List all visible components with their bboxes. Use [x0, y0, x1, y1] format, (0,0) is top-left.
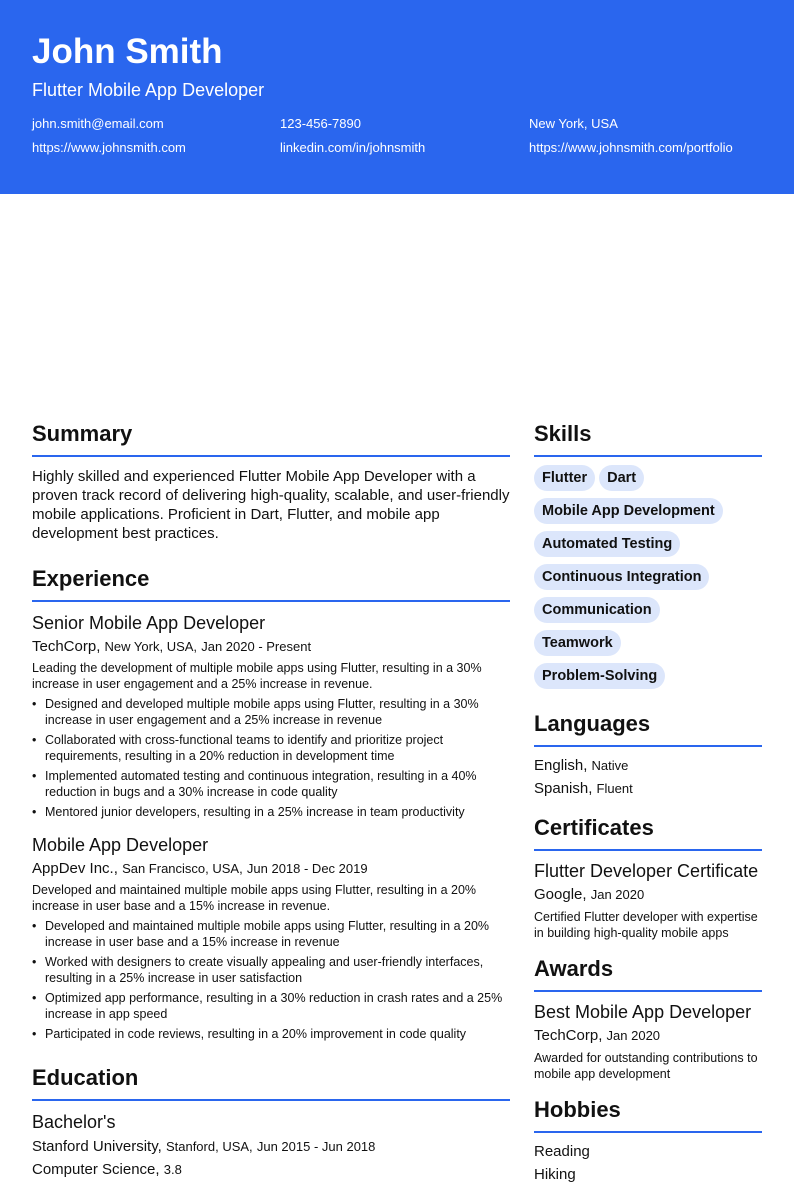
language-name: Spanish,: [534, 780, 593, 797]
job-entry: [32, 612, 510, 820]
skill-chip: Communication: [534, 597, 660, 623]
list-item: • Optimized app performance, resulting in a 30% reduction in crash rates and a 25% increase in app speed: [32, 990, 510, 1022]
phone-number: 123-456-7890: [280, 116, 361, 131]
degree-title: Bachelor's: [32, 1112, 116, 1132]
award-date: Jan 2020: [606, 1028, 661, 1043]
certificates-section: [534, 814, 762, 941]
certificate-title: Flutter Developer Certificate: [534, 861, 759, 881]
job-description: Developed and maintained multiple mobile apps using Flutter, resulting in a 20% increase in user base and a 15% increase in revenue.: [32, 883, 477, 913]
summary-heading: Summary: [32, 420, 510, 457]
list-item: • Participated in code reviews, resulting in a 20% improvement in code quality: [32, 1026, 510, 1042]
hobby-item: Hiking: [534, 1166, 576, 1183]
left-column: [32, 420, 510, 1181]
job-company: TechCorp,: [32, 638, 101, 655]
award-meta: [534, 1025, 762, 1047]
certificate-date: Jan 2020: [590, 887, 645, 902]
experience-section: [32, 565, 510, 1042]
list-item: • Implemented automated testing and continuous integration, resulting in a 40% reduction in bugs and a 30% increase in code quality: [32, 768, 510, 800]
resume-header: [0, 0, 794, 194]
language-item: [534, 777, 762, 800]
skills-section: [534, 420, 762, 696]
award-issuer: TechCorp,: [534, 1027, 603, 1044]
list-item: • Mentored junior developers, resulting in a 25% increase in team productivity: [32, 804, 510, 820]
school-location: Stanford, USA,: [165, 1139, 253, 1154]
certificates-heading: Certificates: [534, 814, 762, 851]
hobbies-section: [534, 1096, 762, 1186]
skill-chips: [534, 465, 762, 696]
school-name: Stanford University,: [32, 1138, 162, 1155]
list-item: • Worked with designers to create visually appealing and user-friendly interfaces, resulting in a 25% increase in user satisfaction: [32, 954, 510, 986]
skill-chip: Flutter: [534, 465, 595, 491]
list-item: • Collaborated with cross-functional teams to identify and prioritize project requirements, resulting in a 20% reduction in development time: [32, 732, 510, 764]
contact-info: [32, 116, 762, 164]
list-item: • Designed and developed multiple mobile apps using Flutter, resulting in a 30% increase in user engagement and a 25% increase in revenue: [32, 696, 510, 728]
candidate-name: John Smith: [32, 32, 223, 71]
skill-chip: Teamwork: [534, 630, 621, 656]
hobby-item: Reading: [534, 1143, 590, 1160]
right-column: [534, 420, 762, 1186]
field-of-study: [32, 1158, 510, 1181]
education-heading: Education: [32, 1064, 510, 1101]
language-level: Native: [591, 758, 629, 773]
job-dates: Jun 2018 - Dec 2019: [246, 861, 368, 876]
language-level: Fluent: [596, 781, 633, 796]
job-location: San Francisco, USA,: [122, 861, 243, 876]
linkedin-link[interactable]: linkedin.com/in/johnsmith: [280, 140, 426, 155]
job-dates: Jan 2020 - Present: [201, 639, 312, 654]
website-link[interactable]: https://www.johnsmith.com: [32, 140, 186, 155]
job-bullets: [32, 918, 510, 1042]
job-entry: [32, 834, 510, 1042]
experience-heading: Experience: [32, 565, 510, 602]
education-dates: Jun 2015 - Jun 2018: [256, 1139, 376, 1154]
languages-heading: Languages: [534, 710, 762, 747]
skill-chip: Dart: [599, 465, 644, 491]
job-bullets: [32, 696, 510, 820]
skill-chip: Continuous Integration: [534, 564, 709, 590]
certificate-issuer: Google,: [534, 886, 587, 903]
languages-section: [534, 710, 762, 800]
email-link[interactable]: john.smith@email.com: [32, 116, 164, 131]
job-description: Leading the development of multiple mobile apps using Flutter, resulting in a 30% increase in user engagement and a 25% increase in revenue.: [32, 661, 482, 691]
list-item: • Developed and maintained multiple mobile apps using Flutter, resulting in a 20% increase in user base and a 15% increase in revenue: [32, 918, 510, 950]
award-description: Awarded for outstanding contributions to mobile app development: [534, 1051, 758, 1081]
gpa-value: 3.8: [163, 1162, 182, 1177]
job-meta: [32, 637, 510, 657]
education-meta: [32, 1135, 510, 1158]
summary-text: Highly skilled and experienced Flutter Mobile App Developer with a proven track record of delivering high-quality, scalable, and user-friendly mobile applications. Proficient in Dart, Flutter, and mobile app development best practices.: [32, 468, 510, 542]
skill-chip: Problem-Solving: [534, 663, 665, 689]
job-meta: [32, 859, 510, 879]
job-title: Mobile App Developer: [32, 835, 209, 855]
language-name: English,: [534, 757, 588, 774]
summary-section: [32, 420, 510, 543]
certificate-description: Certified Flutter developer with expertise in building high-quality mobile apps: [534, 910, 758, 940]
job-title: Senior Mobile App Developer: [32, 613, 266, 633]
awards-heading: Awards: [534, 955, 762, 992]
skill-chip: Mobile App Development: [534, 498, 723, 524]
job-company: AppDev Inc.,: [32, 860, 118, 877]
field-name: Computer Science,: [32, 1161, 160, 1178]
candidate-title: Flutter Mobile App Developer: [32, 80, 265, 100]
job-location: New York, USA,: [104, 639, 198, 654]
location-text: New York, USA: [529, 116, 618, 131]
awards-section: [534, 955, 762, 1082]
certificate-meta: [534, 884, 762, 906]
skills-heading: Skills: [534, 420, 762, 457]
language-item: [534, 754, 762, 777]
skill-chip: Automated Testing: [534, 531, 680, 557]
award-title: Best Mobile App Developer: [534, 1002, 752, 1022]
hobbies-heading: Hobbies: [534, 1096, 762, 1133]
portfolio-link[interactable]: https://www.johnsmith.com/portfolio: [529, 140, 733, 155]
